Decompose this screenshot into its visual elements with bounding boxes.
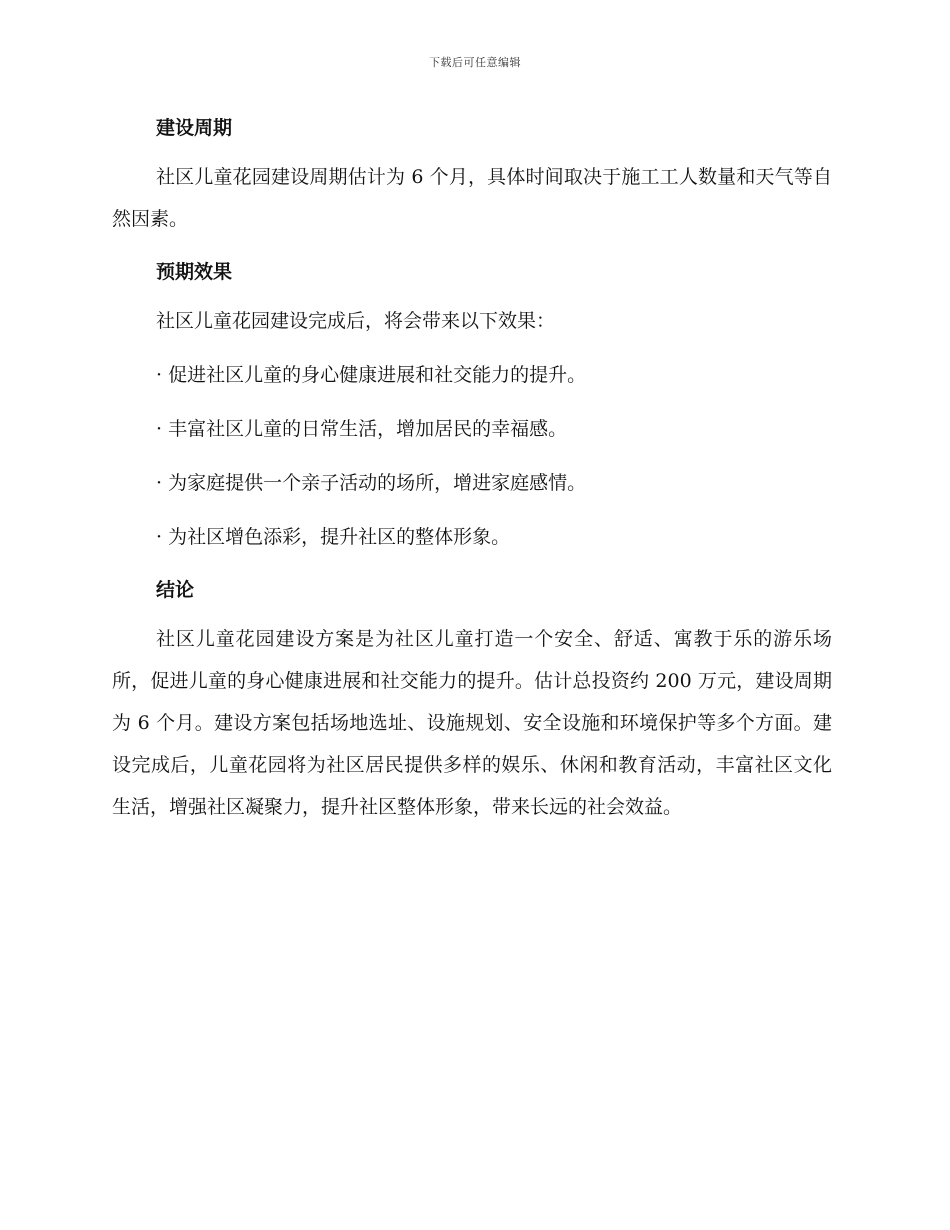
effect-bullet-1: · 促进社区儿童的身心健康进展和社交能力的提升。 — [156, 364, 587, 386]
section-heading-conclusion: 结论 — [156, 579, 195, 601]
effect-bullet-3: · 为家庭提供一个亲子活动的场所，增进家庭感情。 — [156, 472, 587, 494]
effect-bullet-4: · 为社区增色添彩，提升社区的整体形象。 — [156, 526, 511, 548]
section-heading-effects: 预期效果 — [156, 261, 233, 283]
period-paragraph: 社区儿童花园建设周期估计为 6 个月，具体时间取决于施工工人数量和天气等自然因素。 — [112, 166, 832, 230]
document-body — [112, 108, 832, 840]
page-header-note: 下载后可任意编辑 — [429, 56, 521, 69]
conclusion-paragraph: 社区儿童花园建设方案是为社区儿童打造一个安全、舒适、寓教于乐的游乐场所，促进儿童的身心健康进展和社交能力的提升。估计总投资约 200 万元，建设周期为 6 个月。建设方案包括场地选址、设施规划、安全设施和环境保护等多个方面。建设完成后，儿童花园将为社区居民提供多样的娱乐、休闲和教育活动，丰富社区文化生活，增强社区凝聚力，提升社区整体形象，带来长远的社会效益。 — [112, 628, 832, 818]
effect-bullet-2: · 丰富社区儿童的日常生活，增加居民的幸福感。 — [156, 418, 568, 440]
effects-intro: 社区儿童花园建设完成后，将会带来以下效果： — [156, 310, 556, 332]
section-heading-period: 建设周期 — [156, 117, 233, 139]
